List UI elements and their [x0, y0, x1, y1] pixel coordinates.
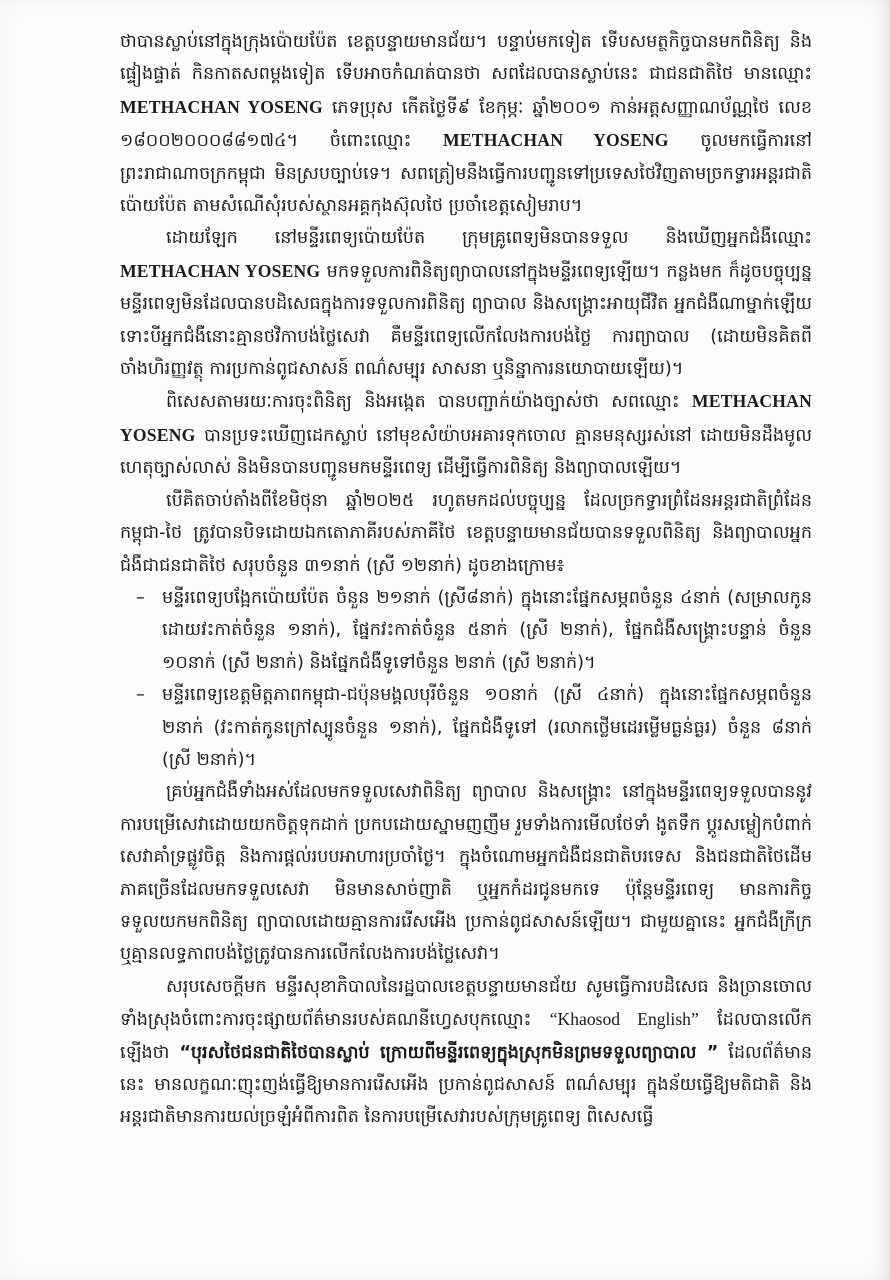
paragraph-1-text-c: ចូលមកធ្វើការនៅព្រះរាជាណាចក្រកម្ពុជា មិនស្របច្បាប់ទេ។ សពត្រៀមនឹងធ្វើការបញ្ជូនទៅប្រទេសថៃវិញតាមច្រកទ្វារអន្តរជាតិប៉ោយប៉ែត តាមសំណើសុំរបស់ស្ថានអគ្គកុងស៊ុលថៃ ប្រចាំខេត្តសៀមរាប។ — [120, 131, 812, 217]
paragraph-6-text-c: ដែលព័ត៌មាននេះ មានលក្ខណៈញុះញង់ធ្វើឱ្យមានការរើសអើង ប្រកាន់ពូជសាសន៍ ពណ៌សម្បុរ ក្នុងន័យធ្វើឱ្យមតិជាតិ និងអន្តរជាតិមានការយល់ច្រឡំអំពីការពិត នៃការបម្រើសេវារបស់ក្រុមគ្រូពេទ្យ ពិសេសធ្វើ — [120, 1042, 813, 1128]
person-name: METHACHAN YOSENG — [120, 391, 812, 445]
list-item: – មន្ទីរពេទ្យខេត្តមិត្តភាពកម្ពុជា-ជប៉ុនមង្គលបុរីចំនួន ១០នាក់ (ស្រី ៤នាក់) ក្នុងនោះផ្នែកសម្ភពចំនួន ២នាក់ (វះកាត់កូនក្រៅស្បូនចំនួន ១នាក់), ផ្នែកជំងឺទូទៅ (រលាកថ្លើមដេរម្លើមធ្ងន់ធ្ងរ) ចំនួន ៨នាក់ (ស្រី ២នាក់)។ — [162, 679, 812, 776]
person-name: METHACHAN YOSENG — [120, 96, 323, 117]
paragraph-1-text-b: ភេទប្រុស កើតថ្ងៃទី៩ ខែកុម្ភៈ ឆ្នាំ២០០១ កាន់អត្តសញ្ញាណប័ណ្ណថៃ លេខ ១៨០០២០០០៨៨១៧៤។ ចំពោះឈ្មោះ — [120, 97, 813, 152]
paragraph-3 — [120, 385, 812, 484]
person-name: METHACHAN YOSENG — [443, 130, 669, 151]
quoted-headline: “បុរសថៃជនជាតិថៃបានស្លាប់ ក្រោយពីមន្ទីរពេទ្យក្នុងស្រុកមិនព្រមទទួលព្យាបាល ” — [179, 1042, 719, 1063]
paragraph-2-text-a: ដោយឡែក នៅមន្ទីរពេទ្យប៉ោយប៉ែត ក្រុមគ្រូពេទ្យមិនបានទទួល និងឃើញអ្នកជំងឺឈ្មោះ — [166, 228, 812, 249]
paragraph-1 — [120, 26, 812, 222]
patient-statistics-list — [120, 582, 812, 776]
person-name: METHACHAN YOSENG — [120, 260, 321, 281]
paragraph-1-text-a: ថាបានស្លាប់នៅក្នុងក្រុងប៉ោយប៉ែត ខេត្តបន្ទាយមានជ័យ។ បន្ទាប់មកទៀត ទើបសមត្ថកិច្ចបានមកពិនិត្យ និងផ្ទៀងផ្ទាត់ កិនកាតសពម្តងទៀត ទើបអាចកំណត់បានថា សពដែលបានស្លាប់នេះ ជាជនជាតិថៃ មានឈ្មោះ — [120, 32, 812, 85]
paragraph-6-text-b: ដែលបានលើកឡើងថា — [120, 1010, 813, 1063]
paragraph-4: បើគិតចាប់តាំងពីខែមិថុនា ឆ្នាំ២០២៥ រហូតមកដល់បច្ចុប្បន្ន ដែលច្រកទ្វារព្រំដែនអន្តរជាតិព្រំដែនកម្ពុជា-ថៃ ត្រូវបានបិទដោយឯកតោភាគីរបស់ភាគីថៃ ខេត្តបន្ទាយមានជ័យបានទទួលពិនិត្យ និងព្យាបាលអ្នកជំងឺជាជនជាតិថៃ សរុបចំនួន ៣១នាក់ (ស្រី ១២នាក់) ដូចខាងក្រោម៖ — [120, 490, 812, 576]
paragraph-3-text-a: ពិសេសតាមរយៈការចុះពិនិត្យ និងអង្កេត បានបញ្ជាក់យ៉ាងច្បាស់ថា សពឈ្មោះ — [166, 392, 680, 413]
source-account-name: “Khaosod English” — [549, 1009, 699, 1030]
list-item: – មន្ទីរពេទ្យបង្អែកប៉ោយប៉ែត ចំនួន ២១នាក់ (ស្រី៨នាក់) ក្នុងនោះផ្នែកសម្ភពចំនួន ៤នាក់ (សម្រាលកូនដោយវះកាត់ចំនួន ១នាក់), ផ្នែកវះកាត់ចំនួន ៥នាក់ (ស្រី ២នាក់), ផ្នែកជំងឺសង្គ្រោះបន្ទាន់ ចំនួន ១០នាក់ (ស្រី ២នាក់) និងផ្នែកជំងឺទូទៅចំនួន ២នាក់ (ស្រី ២នាក់)។ — [162, 582, 812, 679]
paragraph-3-text-b: បានប្រទះឃើញដេកស្លាប់ នៅមុខសំយ៉ាបអគារទុកចោល គ្មានមនុស្សរស់នៅ ដោយមិនដឹងមូលហេតុច្បាស់លាស់ និងមិនបានបញ្ជូនមកមន្ទីរពេទ្យ ដើម្បីធ្វើការពិនិត្យ និងព្យាបាលឡើយ។ — [120, 425, 812, 479]
document-body — [120, 26, 812, 1134]
paragraph-5: គ្រប់អ្នកជំងឺទាំងអស់ដែលមកទទួលសេវាពិនិត្យ ព្យាបាល និងសង្គ្រោះ នៅក្នុងមន្ទីរពេទ្យទទួលបាននូវការបម្រើសេវាដោយយកចិត្តទុកដាក់ ប្រកបដោយស្នាមញញឹម រួមទាំងការមើលថែទាំ ងូតទឹក ប្តូរសម្លៀកបំពាក់ សេវាគាំទ្រផ្លូវចិត្ត និងការផ្តល់របបអាហារប្រចាំថ្ងៃ។ ក្នុងចំណោមអ្នកជំងឺជនជាតិបរទេស និងជនជាតិថៃដើម ភាគច្រើនដែលមកទទួលសេវា មិនមានសាច់ញាតិ ឬអ្នកកំដរជូនមកទេ ប៉ុន្តែមន្ទីរពេទ្យ មានការកិច្ចទទួលយកមកពិនិត្យ ព្យាបាលដោយគ្មានការរើសអើង ប្រកាន់ពូជសាសន៍ឡើយ។ ជាមួយគ្នានេះ អ្នកជំងឺក្រីក្រ ឬគ្មានលទ្ធភាពបង់ថ្លៃត្រូវបានការលើកលែងការបង់ថ្លៃសេវា។ — [120, 782, 812, 965]
paragraph-2-text-b: មកទទួលការពិនិត្យព្យាបាលនៅក្នុងមន្ទីរពេទ្យឡើយ។ កន្លងមក ក៏ដូចបច្ចុប្បន្ន មន្ទីរពេទ្យមិនដែលបានបដិសេធក្នុងការទទួលការពិនិត្យ ព្យាបាល និងសង្គ្រោះអាយុជីវិត អ្នកជំងឺណាម្នាក់ឡើយ ទោះបីអ្នកជំងឺនោះគ្មានថវិកាបង់ថ្លៃសេវា គឺមន្ទីរពេទ្យលើកលែងការបង់ថ្លៃ ការព្យាបាល (ដោយមិនគិតពីចាំងហិរញ្ញវត្ថុ ការប្រកាន់ពូជសាសន៍ ពណ៌សម្បុរ សាសនា ឬនិន្នាការនយោបាយឡើយ)។ — [120, 261, 812, 380]
paragraph-6-text-a: សរុបសេចក្តីមក មន្ទីរសុខាភិបាលនៃរដ្ឋបាលខេត្តបន្ទាយមានជ័យ សូមធ្វើការបដិសេធ និងច្រានចោលទាំងស្រុងចំពោះការចុះផ្សាយព័ត៌មានរបស់គណនីហ្វេសបុកឈ្មោះ — [120, 976, 812, 1031]
paragraph-6 — [120, 971, 812, 1134]
paragraph-2 — [120, 222, 812, 385]
